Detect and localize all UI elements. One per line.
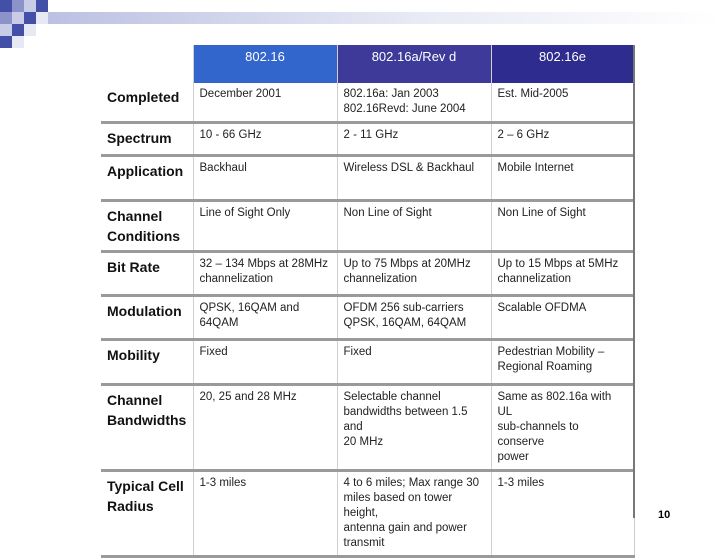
row-label: Application <box>101 156 193 201</box>
table-cell: QPSK, 16QAM and 64QAM <box>193 296 337 340</box>
title-gradient-bar <box>48 12 720 24</box>
corner-cell <box>101 45 193 83</box>
table-cell: OFDM 256 sub-carriers QPSK, 16QAM, 64QAM <box>337 296 491 340</box>
table-row <box>101 340 634 385</box>
table-cell: Scalable OFDMA <box>491 296 634 340</box>
table-row <box>101 296 634 340</box>
table-row <box>101 156 634 201</box>
table-cell: Backhaul <box>193 156 337 201</box>
deco-square <box>12 0 24 12</box>
deco-square <box>24 12 36 24</box>
table-row <box>101 83 634 123</box>
header-row <box>101 45 634 83</box>
table-row <box>101 201 634 252</box>
deco-square <box>12 36 24 48</box>
deco-square <box>24 0 36 12</box>
page-number: 10 <box>658 509 671 521</box>
table-cell: Line of Sight Only <box>193 201 337 252</box>
table-row <box>101 385 634 471</box>
table-cell: 2 – 6 GHz <box>491 123 634 156</box>
row-label: Modulation <box>101 296 193 340</box>
table-cell: Mobile Internet <box>491 156 634 201</box>
row-label: Completed <box>101 83 193 123</box>
deco-square <box>36 0 48 12</box>
comparison-table <box>101 45 635 558</box>
row-label: Mobility <box>101 340 193 385</box>
table-cell: Non Line of Sight <box>491 201 634 252</box>
deco-square <box>0 24 12 36</box>
table-cell: December 2001 <box>193 83 337 123</box>
table-cell: Wireless DSL & Backhaul <box>337 156 491 201</box>
table-cell: Fixed <box>337 340 491 385</box>
deco-square <box>36 12 48 24</box>
table-row <box>101 252 634 296</box>
row-label: Channel Conditions <box>101 201 193 252</box>
table-row <box>101 123 634 156</box>
title-decoration <box>0 0 720 48</box>
deco-square <box>0 12 12 24</box>
column-header: 802.16 <box>193 45 337 83</box>
table-cell: 20, 25 and 28 MHz <box>193 385 337 471</box>
table-cell: Est. Mid-2005 <box>491 83 634 123</box>
deco-square <box>12 24 24 36</box>
table-cell: 1-3 miles <box>193 471 337 557</box>
table-cell: 2 - 11 GHz <box>337 123 491 156</box>
table-cell: Pedestrian Mobility – Regional Roaming <box>491 340 634 385</box>
row-label: Bit Rate <box>101 252 193 296</box>
table-cell: 10 - 66 GHz <box>193 123 337 156</box>
table-cell: 1-3 miles <box>491 471 634 557</box>
deco-square <box>0 36 12 48</box>
row-label: Typical Cell Radius <box>101 471 193 557</box>
deco-square <box>12 12 24 24</box>
table-row <box>101 471 634 557</box>
deco-square <box>0 0 12 12</box>
table-cell: Up to 75 Mbps at 20MHz channelization <box>337 252 491 296</box>
table-cell: Selectable channel bandwidths between 1.5 and 20 MHz <box>337 385 491 471</box>
table-cell: 4 to 6 miles; Max range 30 miles based on tower height, antenna gain and power transmit <box>337 471 491 557</box>
row-label: Spectrum <box>101 123 193 156</box>
deco-square <box>24 24 36 36</box>
table-cell: Non Line of Sight <box>337 201 491 252</box>
table-cell: Fixed <box>193 340 337 385</box>
table-cell: 802.16a: Jan 2003 802.16Revd: June 2004 <box>337 83 491 123</box>
table-cell: Same as 802.16a with UL sub-channels to conserve power <box>491 385 634 471</box>
column-header: 802.16a/Rev d <box>337 45 491 83</box>
table-cell: 32 – 134 Mbps at 28MHz channelization <box>193 252 337 296</box>
table-right-border <box>633 45 635 518</box>
table-cell: Up to 15 Mbps at 5MHz channelization <box>491 252 634 296</box>
row-label: Channel Bandwidths <box>101 385 193 471</box>
column-header: 802.16e <box>491 45 634 83</box>
